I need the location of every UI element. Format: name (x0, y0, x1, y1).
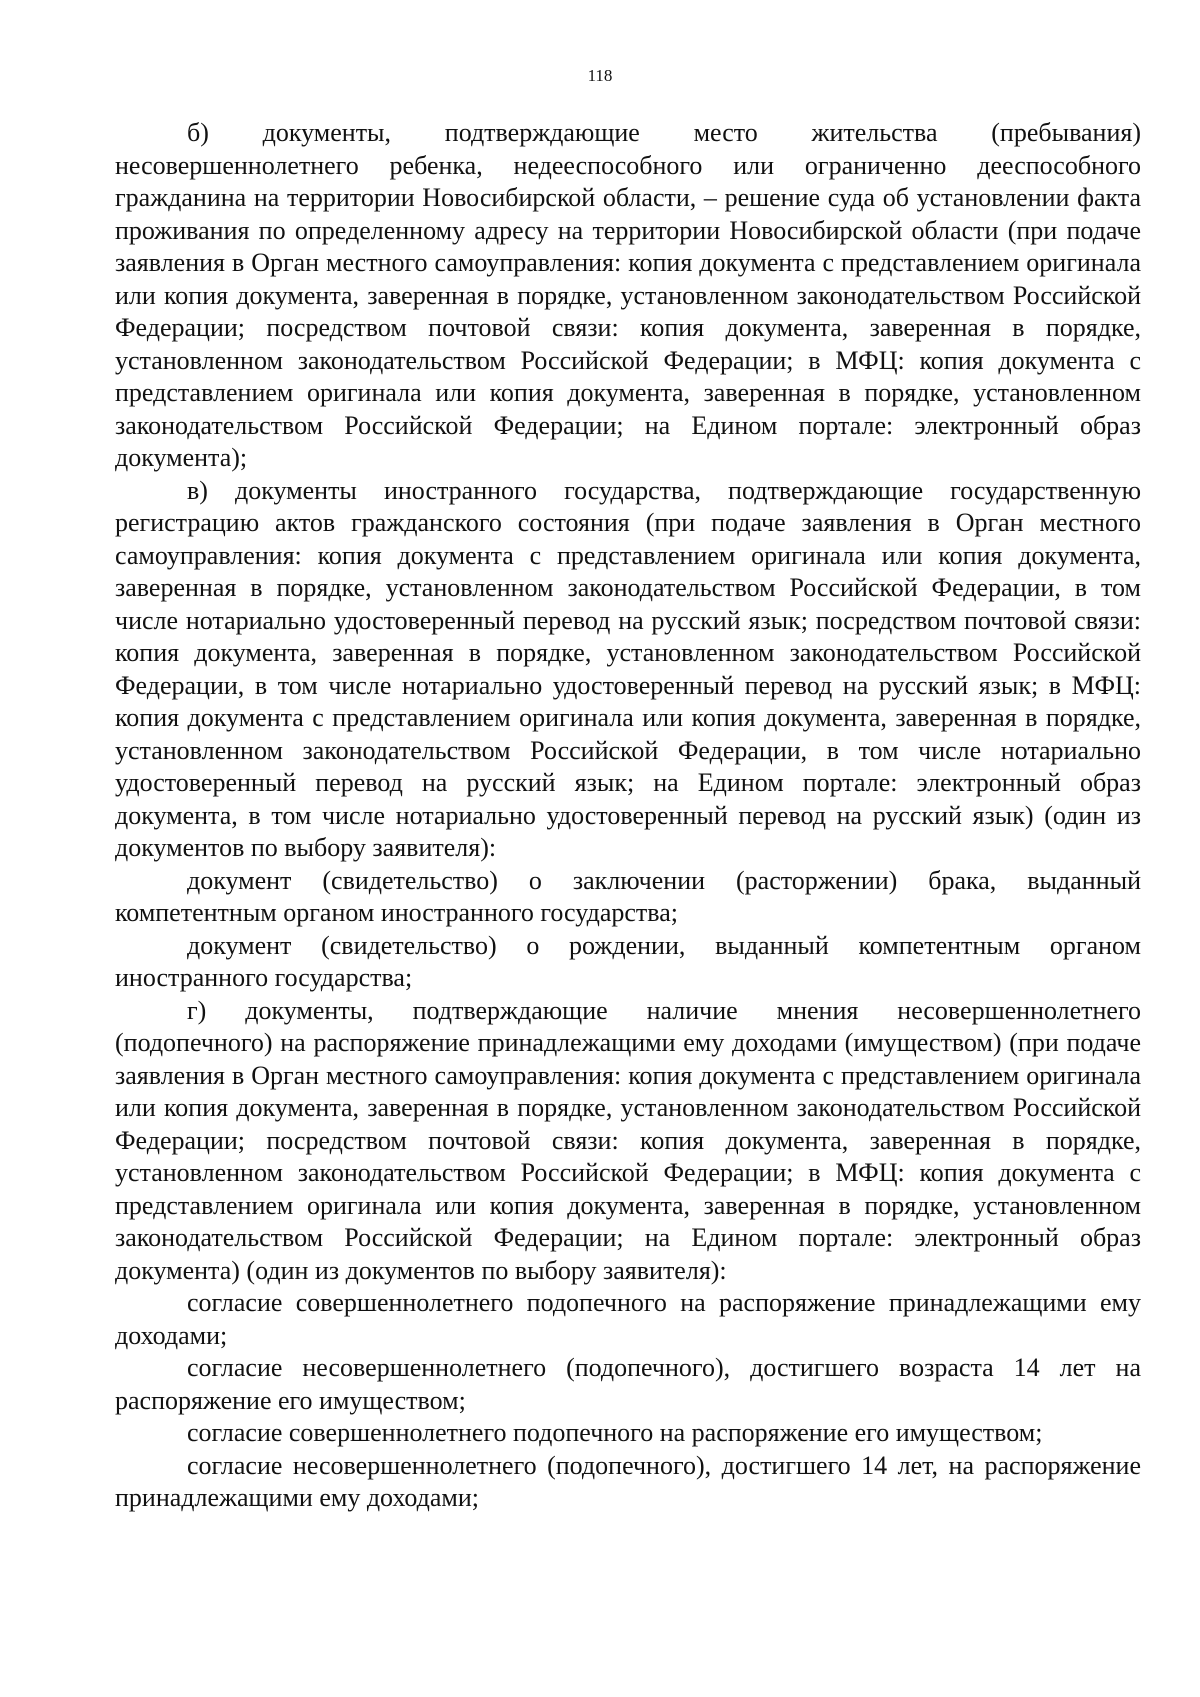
paragraph-minor-consent-property: согласие несовершеннолетнего (подопечного), достигшего возраста 14 лет на распоряжение его имуществом; (115, 1353, 1141, 1415)
page-number: 118 (587, 66, 613, 85)
document-body (115, 117, 1141, 1515)
paragraph-adult-consent-income: согласие совершеннолетнего подопечного на распоряжение принадлежащими ему доходами; (115, 1288, 1141, 1350)
paragraph-minor-consent-income: согласие несовершеннолетнего (подопечного), достигшего 14 лет, на распоряжение принадлежащими ему доходами; (115, 1450, 1141, 1512)
paragraph-adult-consent-property: согласие совершеннолетнего подопечного на распоряжение его имуществом; (187, 1418, 1043, 1447)
paragraph-marriage-certificate: документ (свидетельство) о заключении (расторжении) брака, выданный компетентным органом иностранного государства; (115, 865, 1141, 927)
paragraph-b-residence-documents: б) документы, подтверждающие место жительства (пребывания) несовершеннолетнего ребенка, недееспособного или ограниченно дееспособного гражданина на территории Новосибирской области, – решение суда об установлении факта проживания по определенному адресу на территории Новосибирской области (при подаче заявления в Орган местного самоуправления: копия документа с представлением оригинала или копия документа, заверенная в порядке, установленном законодательством Российской Федерации; посредством почтовой связи: копия документа, заверенная в порядке, установленном законодательством Российской Федерации; в МФЦ: копия документа с представлением оригинала или копия документа, заверенная в порядке, установленном законодательством Российской Федерации; на Едином портале: электронный образ документа); (115, 118, 1141, 472)
paragraph-v-foreign-documents: в) документы иностранного государства, подтверждающие государственную регистрацию актов гражданского состояния (при подаче заявления в Орган местного самоуправления: копия документа с представлением оригинала или копия документа, заверенная в порядке, установленном законодательством Российской Федерации, в том числе нотариально удостоверенный перевод на русский язык; посредством почтовой связи: копия документа, заверенная в порядке, установленном законодательством Российской Федерации, в том числе нотариально удостоверенный перевод на русский язык; в МФЦ: копия документа с представлением оригинала или копия документа, заверенная в порядке, установленном законодательством Российской Федерации, в том числе нотариально удостоверенный перевод на русский язык; на Едином портале: электронный образ документа, в том числе нотариально удостоверенный перевод на русский язык) (один из документов по выбору заявителя): (115, 475, 1141, 862)
paragraph-birth-certificate: документ (свидетельство) о рождении, выданный компетентным органом иностранного государства; (115, 930, 1141, 992)
paragraph-g-opinion-documents: г) документы, подтверждающие наличие мнения несовершеннолетнего (подопечного) на распоряжение принадлежащими ему доходами (имуществом) (при подаче заявления в Орган местного самоуправления: копия документа с представлением оригинала или копия документа, заверенная в порядке, установленном законодательством Российской Федерации; посредством почтовой связи: копия документа, заверенная в порядке, установленном законодательством Российской Федерации; в МФЦ: копия документа с представлением оригинала или копия документа, заверенная в порядке, установленном законодательством Российской Федерации; на Едином портале: электронный образ документа) (один из документов по выбору заявителя): (115, 995, 1141, 1285)
